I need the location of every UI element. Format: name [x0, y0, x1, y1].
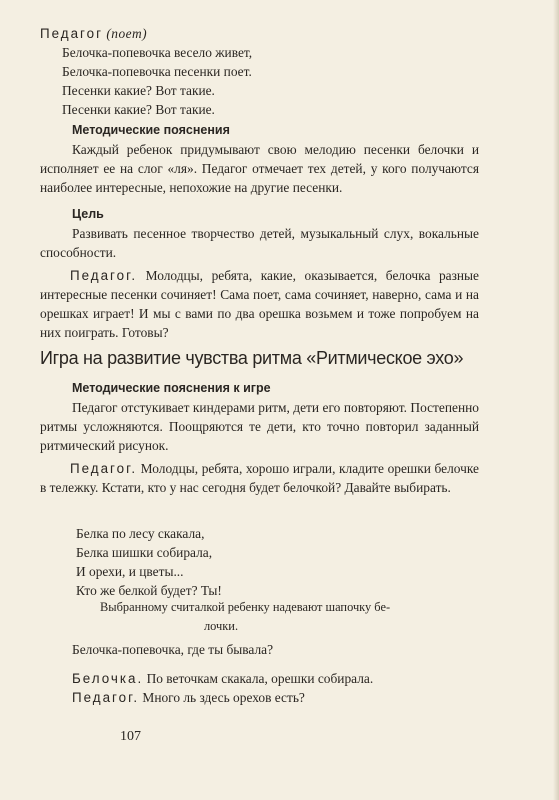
stage-note [100, 598, 479, 636]
song-block [40, 24, 479, 119]
verse-line: Песенки какие? Вот такие. [62, 83, 215, 98]
stage-note-line: лочки. [204, 619, 239, 633]
page-number: 107 [120, 729, 141, 744]
rhyme-line: Белка шишки собирала, [76, 545, 213, 560]
dialog-line: Много ль здесь орехов есть? [142, 690, 305, 705]
speaker-label: Педагог. [72, 690, 140, 705]
speech-text: Молодцы, ребята, какие, оказывается, белочка разные интересные песенки сочиняет! Сама поет, сама сочиняет, наверно, сама и на орешках играет! И мы с вами по два орешка возьмем и тоже попробуем на них поиграть. Готовы? [40, 268, 479, 340]
rhyme-line: Белка по лесу скакала, [76, 526, 205, 541]
verse-line: Белочка-попевочка песенки поет. [62, 64, 252, 79]
speech-text: Молодцы, ребята, хорошо играли, кладите орешки белочке в тележку. Кстати, кто у нас сегодня будет белочкой? Давайте выбирать. [40, 461, 479, 495]
goal-text: Развивать песенное творчество детей, музыкальный слух, вокальные способности. [40, 226, 479, 260]
game-notes-block [40, 379, 479, 455]
game-notes-heading: Методические пояснения к игре [72, 381, 271, 395]
teacher-speech-1 [40, 266, 479, 342]
method-notes-block [40, 121, 479, 197]
dialog-line: Белочка-попевочка, где ты бывала? [72, 642, 274, 657]
verse-line: Белочка-попевочка весело живет, [62, 45, 253, 60]
speaker-label: Педагог [40, 26, 103, 41]
stage-note-line: Выбранному считалкой ребенку надевают шапочку бе- [100, 600, 391, 614]
goal-block [40, 205, 479, 262]
goal-heading: Цель [72, 207, 104, 221]
teacher-speech-2 [40, 459, 479, 497]
page-edge-shadow [553, 0, 559, 800]
method-notes-heading: Методические пояснения [72, 123, 230, 137]
dialog-line: По веточкам скакала, орешки собирала. [146, 671, 374, 686]
speaker-label: Педагог. [70, 268, 138, 283]
method-notes-text: Каждый ребенок придумывают свою мелодию песенки белочки и исполняет ее на слог «ля». Педагог отмечает тех детей, у кого получаются наиболее интересные, непохожие на другие песенки. [40, 142, 479, 195]
speaker-label: Белочка. [72, 671, 144, 686]
rhyme-line: Кто же белкой будет? Ты! [76, 583, 222, 598]
speaker-label: Педагог. [70, 461, 138, 476]
dialog-block [72, 640, 479, 707]
game-notes-text: Педагог отстукивает киндерами ритм, дети его повторяют. Постепенно ритмы усложняются. Поощряются те дети, кто точно повторил заданный ритмический рисунок. [40, 400, 479, 453]
counting-rhyme [76, 524, 479, 600]
section-title: Игра на развитие чувства ритма «Ритмическое эхо» [40, 348, 464, 368]
rhyme-line: И орехи, и цветы... [76, 564, 184, 579]
verse-line: Песенки какие? Вот такие. [62, 102, 215, 117]
stage-direction: (поет) [106, 26, 148, 41]
